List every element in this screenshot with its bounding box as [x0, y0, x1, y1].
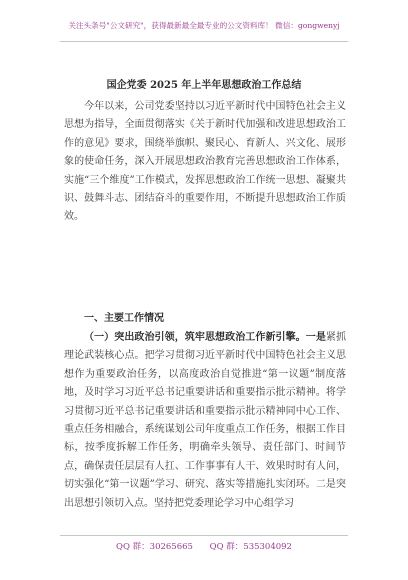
document-title: 国企党委 2025 年上半年思想政治工作总结	[106, 80, 302, 91]
body-text: 紧抓理论武装核心点。把学习贯彻习近平新时代中国特色社会主义思想作为重要政治任务，以高度政治自觉推进“第一议题”制度落地，及时学习习近平总书记重要讲话和重要指示批示精神。将学习贯彻习近平总书记重要讲话和重要指示批示精神同中心工作、重点任务相融合，系统谋划公司年度重点工作任务，根据工作目标，按季度拆解工作任务，明确牵头领导、责任部门、时间节点，确保责任层层有人扛、工作事事有人干、效果时时有人问，切实强化“第一议题”学习、研究、落实等措施扎实闭环。二是突出思想引领切入点。坚持把党委理论学习中心组学习	[64, 332, 347, 509]
sub-heading: （一）突出政治引领，筑牢思想政治工作新引擎。一是	[84, 332, 326, 343]
intro-paragraph: 今年以来，公司党委坚持以习近平新时代中国特色社会主义思想为指导，全面贯彻落实《关于新时代加强和改进思想政治工作的意见》要求，围绕举旗帜、聚民心、育新人、兴文化、展形象的使命任务，深入开展思想政治教育完善思想政治工作体系，实施“三个维度”工作模式，发挥思想政治工作统一思想、凝聚共识、鼓舞斗志、团结奋斗的重要作用，不断提升思想政治工作质效。	[64, 101, 346, 223]
footer-qq-group-1: QQ 群：30265665	[116, 542, 193, 552]
footer-qq-group-2: QQ 群：535304092	[209, 542, 292, 552]
section-heading: 一、主要工作情况	[84, 313, 164, 324]
footer	[0, 540, 408, 552]
footer-divider	[60, 535, 348, 536]
header-divider	[60, 41, 348, 42]
header-promo-note: 关注头条号"公文研究"，获得最新最全最专业的公文资料库！ 微信：gongwenyj	[68, 21, 340, 30]
body-paragraph	[64, 329, 346, 513]
